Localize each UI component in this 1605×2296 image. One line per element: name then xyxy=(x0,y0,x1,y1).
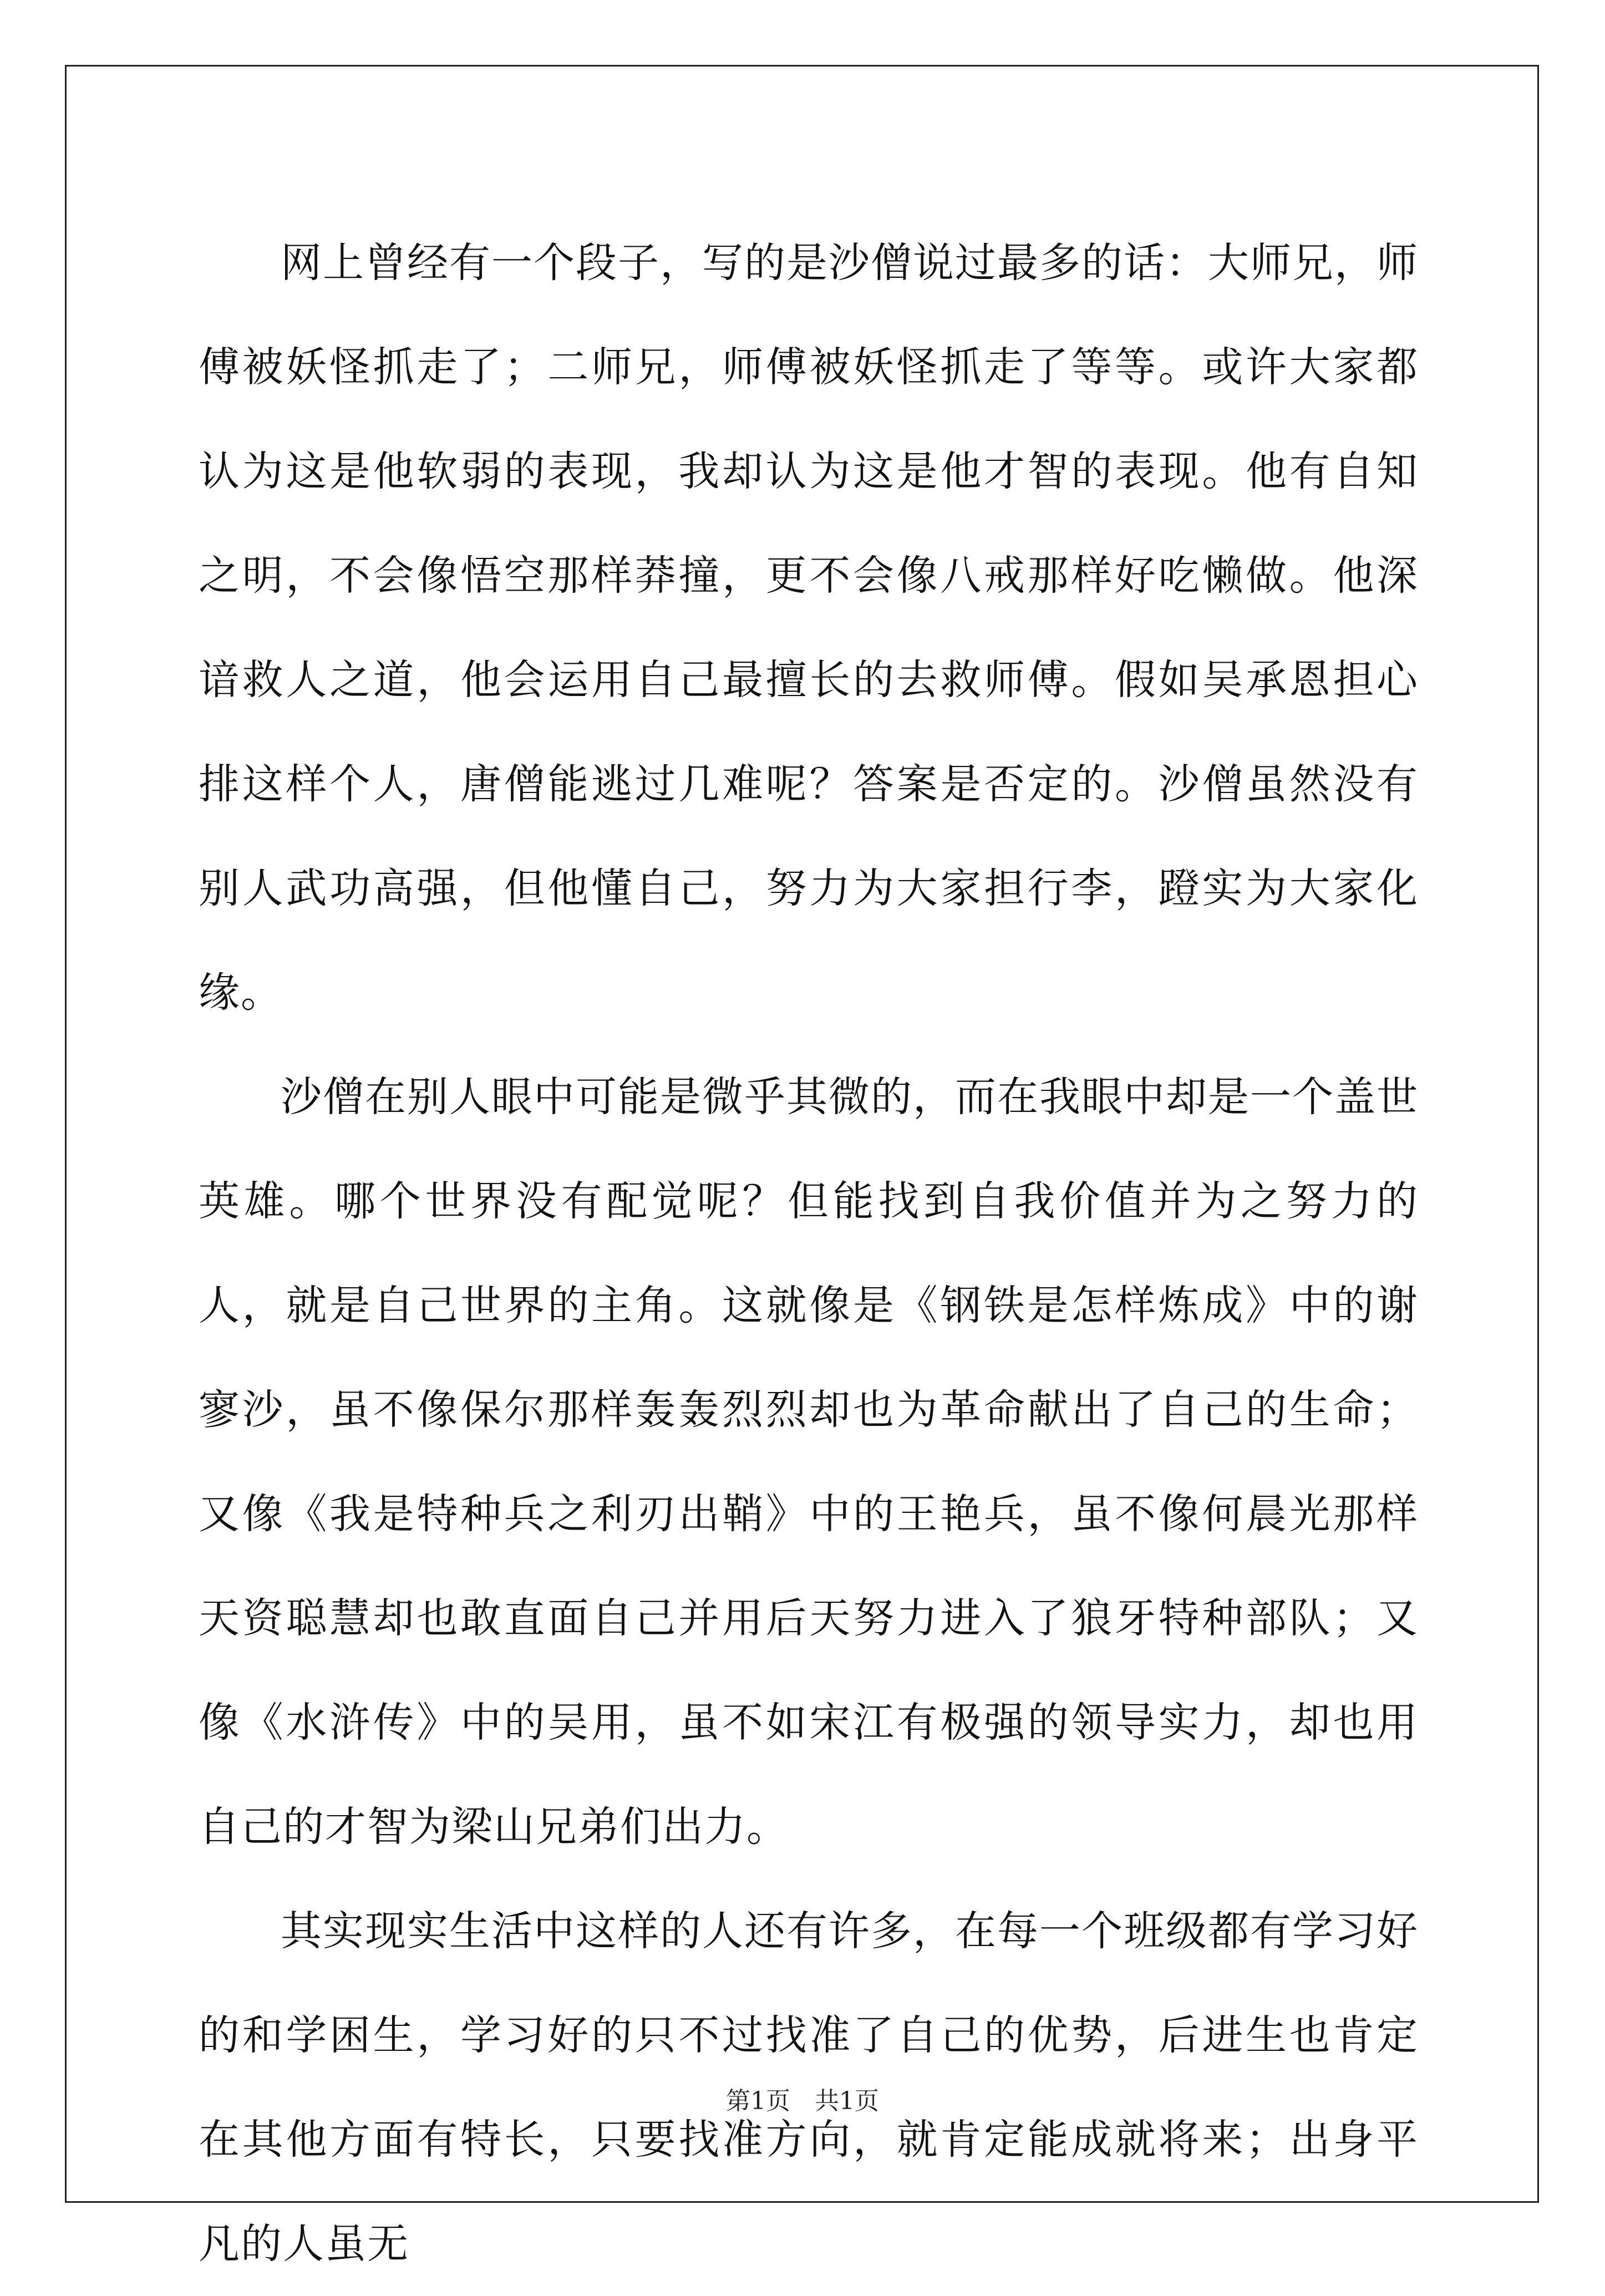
paragraph-1: 网上曾经有一个段子，写的是沙僧说过最多的话：大师兄，师傅被妖怪抓走了；二师兄，师傅被妖怪抓走了等等。或许大家都认为这是他软弱的表现，我却认为这是他才智的表现。他有自知之明，不会像悟空那样莽撞，更不会像八戒那样好吃懒做。他深谙救人之道，他会运用自己最擅长的去救师傅。假如吴承恩担心排这样个人，唐僧能逃过几难呢？答案是否定的。沙僧虽然没有别人武功高强，但他懂自己，努力为大家担行李，蹬实为大家化缘。 xyxy=(199,239,1419,1017)
paragraph-3: 其实现实生活中这样的人还有许多，在每一个班级都有学习好的和学困生，学习好的只不过找准了自己的优势，后进生也肯定在其他方面有特长，只要找准方向，就肯定能成就将来；出身平凡的人虽无 xyxy=(199,1907,1419,2268)
page-footer: 第1页 共1页 xyxy=(726,2087,879,2115)
document-body xyxy=(199,211,1419,2296)
paragraph-2: 沙僧在别人眼中可能是微乎其微的，而在我眼中却是一个盖世英雄。哪个世界没有配觉呢？但能找到自我价值并为之努力的人，就是自己世界的主角。这就像是《钢铁是怎样炼成》中的谢寥沙，虽不像保尔那样轰轰烈烈却也为革命献出了自己的生命；又像《我是特种兵之利刃出鞘》中的王艳兵，虽不像何晨光那样天资聪慧却也敢直面自己并用后天努力进入了狼牙特种部队；又像《水浒传》中的吴用，虽不如宋江有极强的领导实力，却也用自己的才智为梁山兄弟们出力。 xyxy=(199,1073,1419,1851)
